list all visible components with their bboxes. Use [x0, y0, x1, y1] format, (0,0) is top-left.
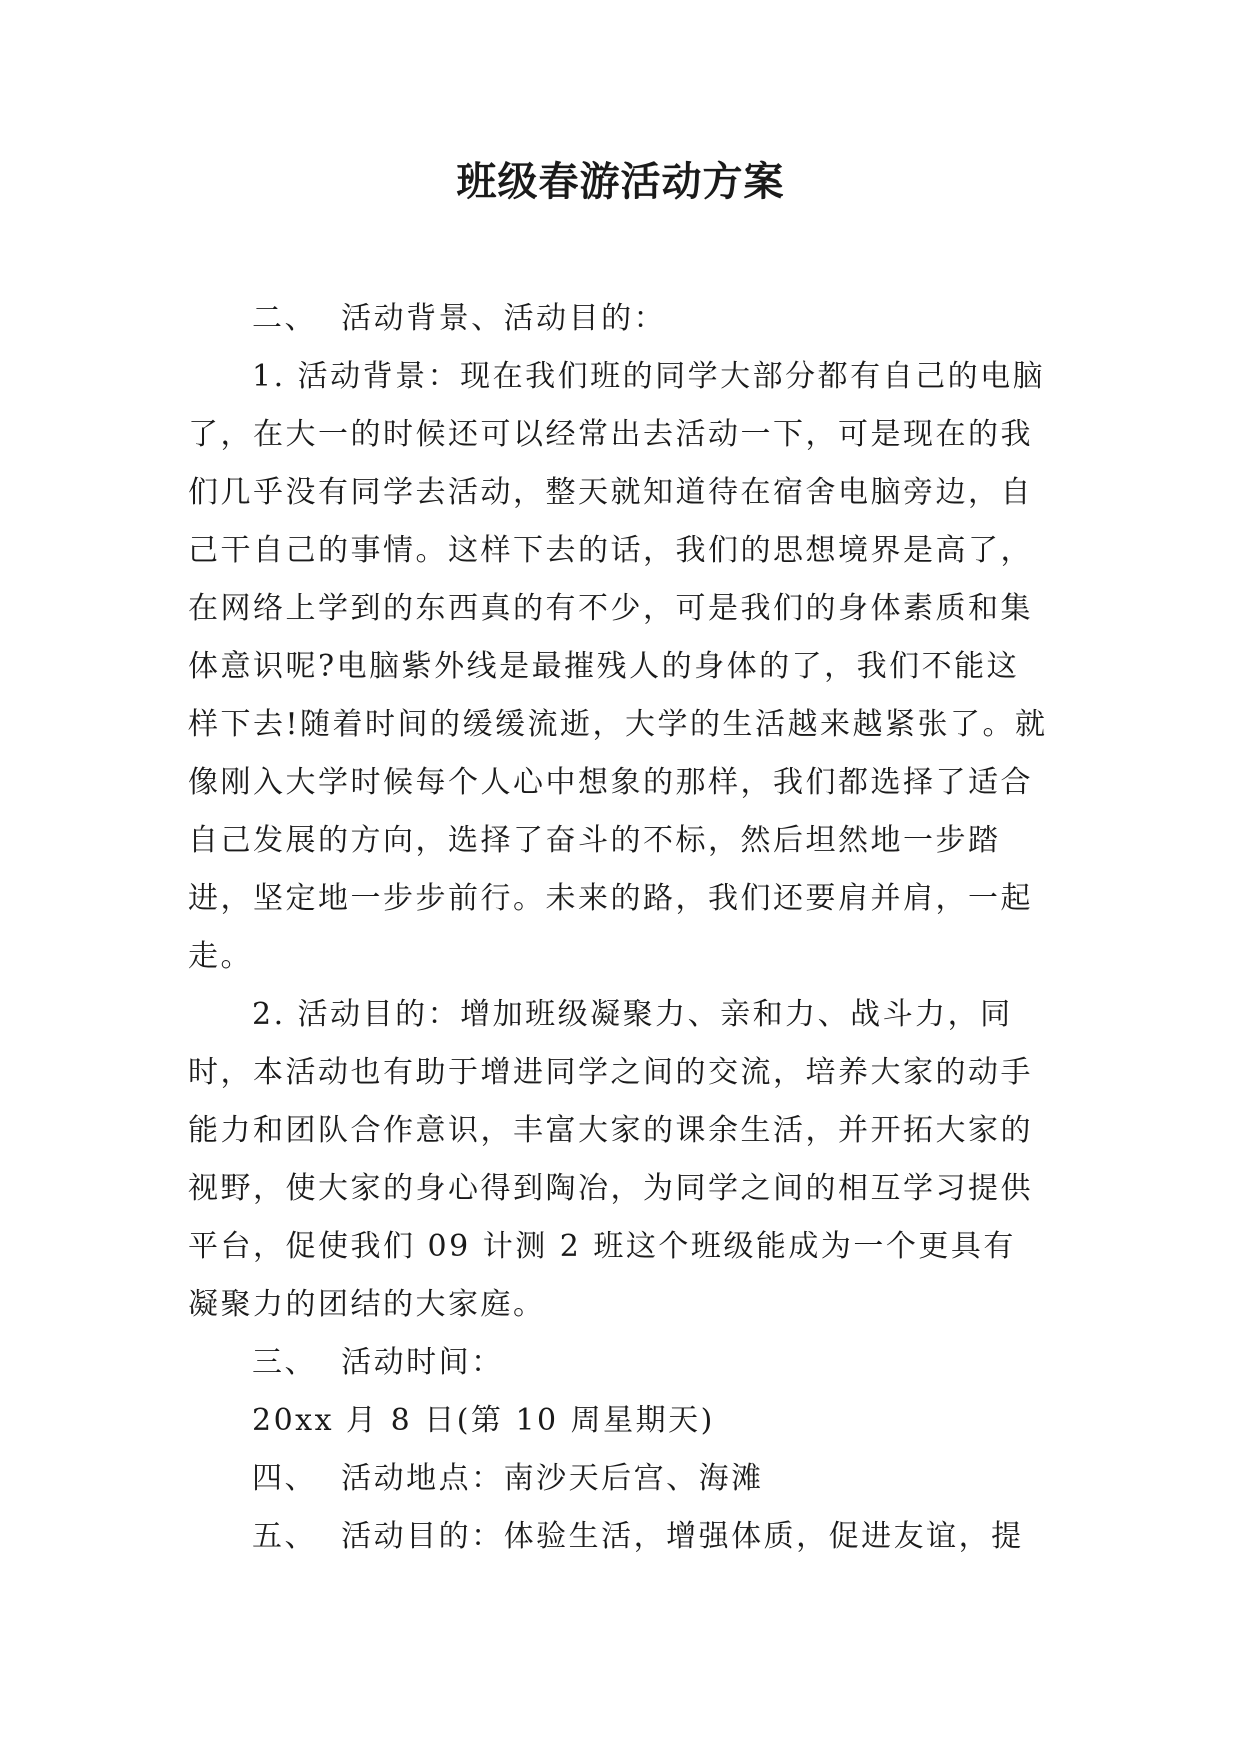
- document-title: 班级春游活动方案: [456, 158, 785, 205]
- background-paragraph: 1. 活动背景：现在我们班的同学大部分都有自己的电脑了，在大一的时候还可以经常出去活动一下，可是现在的我们几乎没有同学去活动，整天就知道待在宿舍电脑旁边，自己干自己的事情。这样下去的话，我们的思想境界是高了，在网络上学到的东西真的有不少，可是我们的身体素质和集体意识呢?电脑紫外线是最摧残人的身体的了，我们不能这样下去!随着时间的缓缓流逝，大学的生活越来越紧张了。就像刚入大学时候每个人心中想象的那样，我们都选择了适合自己发展的方向，选择了奋斗的不标，然后坦然地一步踏进，坚定地一步步前行。未来的路，我们还要肩并肩，一起走。: [188, 359, 1048, 974]
- section-3-heading: 三、 活动时间：: [252, 1345, 504, 1380]
- section-4-location: 四、 活动地点：南沙天后宫、海滩: [252, 1461, 764, 1496]
- purpose-paragraph: 2. 活动目的：增加班级凝聚力、亲和力、战斗力，同时，本活动也有助于增进同学之间的交流，培养大家的动手能力和团队合作意识，丰富大家的课余生活，并开拓大家的视野，使大家的身心得到陶冶，为同学之间的相互学习提供平台，促使我们 09 计测 2 班这个班级能成为一个更具有凝聚力的团结的大家庭。: [188, 997, 1033, 1322]
- section-5-purpose: 五、 活动目的：体验生活，增强体质，促进友谊，提: [252, 1519, 1024, 1554]
- document-body: [188, 290, 1048, 1566]
- activity-time: 20xx 月 8 日(第 10 周星期天): [252, 1403, 715, 1438]
- section-2-heading: 二、 活动背景、活动目的：: [252, 301, 667, 336]
